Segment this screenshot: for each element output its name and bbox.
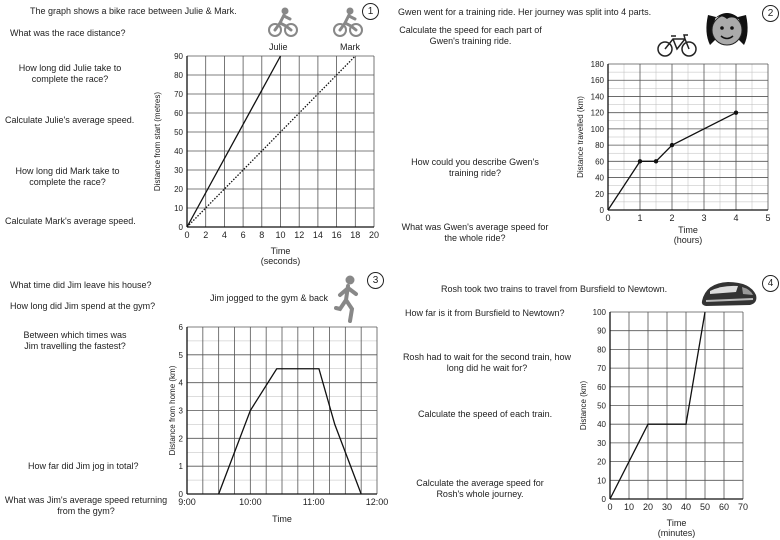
c1-x-tick-label: 0 <box>184 230 190 240</box>
c3-y-tick-label: 4 <box>178 378 183 388</box>
c2-x-tick-label: 5 <box>765 213 771 223</box>
c1-y-tick-label: 30 <box>174 166 183 175</box>
q4-intro: Rosh took two trains to travel from Bursfield to Newtown. <box>441 284 668 294</box>
q3-number: 3 <box>367 272 384 289</box>
q1-question-3: Calculate Julie's average speed. <box>5 115 135 125</box>
c2-x-axis-title: Time <box>678 225 698 235</box>
julie-label: Julie <box>269 42 288 52</box>
c3-y-tick-label: 2 <box>178 434 183 444</box>
c1-x-axis-title: Time <box>270 246 291 256</box>
c4-x-tick-label: 30 <box>661 502 673 512</box>
c1-series-mark <box>187 56 355 227</box>
c1-x-tick-label: 6 <box>240 230 246 240</box>
c4-y-tick-label: 40 <box>597 420 606 430</box>
c2-x-axis-unit: (hours) <box>673 235 703 245</box>
c4-x-tick-label: 0 <box>607 502 613 512</box>
q2-question-2: How could you describe Gwen's training ride? <box>411 157 539 178</box>
c1-y-axis-title: Distance from start (metres) <box>153 91 162 192</box>
q2-intro: Gwen went for a training ride. Her journey was split into 4 parts. <box>398 7 652 17</box>
c4-x-tick-label: 70 <box>737 502 749 512</box>
c2-y-axis-title: Distance travelled (km) <box>576 96 585 178</box>
c1-x-axis-unit: (seconds) <box>260 256 301 266</box>
q1-intro: The graph shows a bike race between Julie & Mark. <box>30 6 237 16</box>
c4-y-tick-label: 0 <box>601 495 606 504</box>
c4-y-tick-label: 90 <box>597 326 606 336</box>
c2-y-tick-label: 40 <box>595 173 604 183</box>
c1-y-tick-label: 20 <box>174 185 183 194</box>
q4-number: 4 <box>762 275 779 292</box>
q1-question-2: How long did Julie take to complete the race? <box>18 63 122 84</box>
c3-x-tick-label: 9:00 <box>178 497 196 507</box>
c1-x-tick-label: 14 <box>312 230 323 240</box>
c1-y-tick-label: 50 <box>174 128 183 137</box>
c4-x-tick-label: 50 <box>699 502 711 512</box>
c2-y-tick-label: 120 <box>590 108 604 118</box>
q1-question-1: What was the race distance? <box>10 28 126 38</box>
q2-question-3: What was Gwen's average speed for the whole ride? <box>401 222 549 243</box>
c2-y-tick-label: 100 <box>590 124 604 134</box>
q4-question-3: Calculate the speed of each train. <box>418 409 553 419</box>
q2-question-1: Calculate the speed for each part of Gwen's training ride. <box>399 25 542 46</box>
c1-y-tick-label: 40 <box>174 147 183 156</box>
q1-question-4: How long did Mark take to complete the race? <box>15 166 120 187</box>
c2-x-tick-label: 4 <box>733 213 739 223</box>
c3-y-tick-label: 0 <box>178 490 183 499</box>
c1-series-julie <box>187 56 281 227</box>
c4-y-tick-label: 30 <box>597 438 606 448</box>
c1-x-tick-label: 8 <box>259 230 265 240</box>
c2-x-tick-label: 3 <box>701 213 707 223</box>
q3-question-5: What was Jim's average speed returning from the gym? <box>4 495 168 516</box>
c2-y-tick-label: 80 <box>595 141 604 151</box>
c2-y-tick-label: 160 <box>590 76 604 86</box>
q3-question-2: How long did Jim spend at the gym? <box>10 301 156 311</box>
c1-y-tick-label: 0 <box>178 223 183 232</box>
c2-data-point <box>670 143 674 147</box>
q4-question-1: How far is it from Bursfield to Newtown? <box>405 308 565 318</box>
q1-question-5: Calculate Mark's average speed. <box>5 216 136 226</box>
c3-y-axis-title: Distance from home (km) <box>168 365 177 456</box>
c1-x-tick-label: 10 <box>275 230 286 240</box>
c3-y-tick-label: 5 <box>178 350 183 360</box>
c1-x-tick-label: 2 <box>203 230 209 240</box>
c3-x-axis-title: Time <box>272 514 292 524</box>
c3-y-tick-label: 1 <box>178 462 183 472</box>
c2-data-point <box>734 110 738 114</box>
c3-x-tick-label: 10:00 <box>239 497 262 507</box>
c2-x-tick-label: 2 <box>669 213 675 223</box>
c2-data-point <box>654 159 658 163</box>
c1-y-tick-label: 90 <box>174 52 183 61</box>
c2-y-tick-label: 140 <box>590 92 604 102</box>
c4-y-tick-label: 70 <box>597 364 606 374</box>
c2-data-point <box>638 159 642 163</box>
c2-x-tick-label: 1 <box>637 213 643 223</box>
c1-x-tick-label: 4 <box>221 230 227 240</box>
q3-question-1: What time did Jim leave his house? <box>10 280 152 290</box>
c4-x-axis-title: Time <box>666 518 687 528</box>
c4-y-tick-label: 100 <box>592 308 606 317</box>
c1-x-tick-label: 12 <box>294 230 305 240</box>
q4-question-2: Rosh had to wait for the second train, how long did he wait for? <box>402 352 572 373</box>
c1-y-tick-label: 70 <box>174 90 183 99</box>
c4-y-tick-label: 20 <box>597 457 606 467</box>
c2-y-tick-label: 180 <box>590 60 604 69</box>
q4-question-4: Calculate the average speed for Rosh's whole journey. <box>416 478 544 499</box>
c2-x-tick-label: 0 <box>605 213 611 223</box>
c4-x-axis-unit: (minutes) <box>657 528 696 538</box>
mark-label: Mark <box>340 42 360 52</box>
q1-number: 1 <box>362 3 379 20</box>
c3-y-tick-label: 3 <box>178 406 183 416</box>
q2-number: 2 <box>762 5 779 22</box>
c4-x-tick-label: 20 <box>642 502 654 512</box>
q3-question-4: How far did Jim jog in total? <box>28 461 139 471</box>
c4-y-axis-title: Distance (km) <box>579 380 588 431</box>
c1-x-tick-label: 20 <box>368 230 380 240</box>
c3-y-tick-label: 6 <box>178 323 183 332</box>
c4-y-tick-label: 60 <box>597 382 606 392</box>
c1-y-tick-label: 10 <box>174 204 183 213</box>
c4-x-tick-label: 40 <box>680 502 692 512</box>
c2-y-tick-label: 60 <box>595 157 604 167</box>
q3-intro: Jim jogged to the gym & back <box>210 293 329 303</box>
c4-x-tick-label: 60 <box>718 502 730 512</box>
c4-y-tick-label: 80 <box>597 345 606 355</box>
c1-y-tick-label: 80 <box>174 71 183 80</box>
c1-y-tick-label: 60 <box>174 109 183 118</box>
c3-x-tick-label: 11:00 <box>302 497 325 507</box>
c2-y-tick-label: 20 <box>595 189 604 199</box>
c1-x-tick-label: 18 <box>350 230 361 240</box>
c3-x-tick-label: 12:00 <box>365 497 389 507</box>
q3-question-3: Between which times was Jim travelling the fastest? <box>23 330 127 351</box>
c3-series-jim <box>219 369 361 494</box>
c4-y-tick-label: 10 <box>597 476 606 486</box>
c4-x-tick-label: 10 <box>623 502 635 512</box>
c1-x-tick-label: 16 <box>331 230 342 240</box>
c4-y-tick-label: 50 <box>597 401 606 411</box>
c2-y-tick-label: 0 <box>599 206 604 215</box>
